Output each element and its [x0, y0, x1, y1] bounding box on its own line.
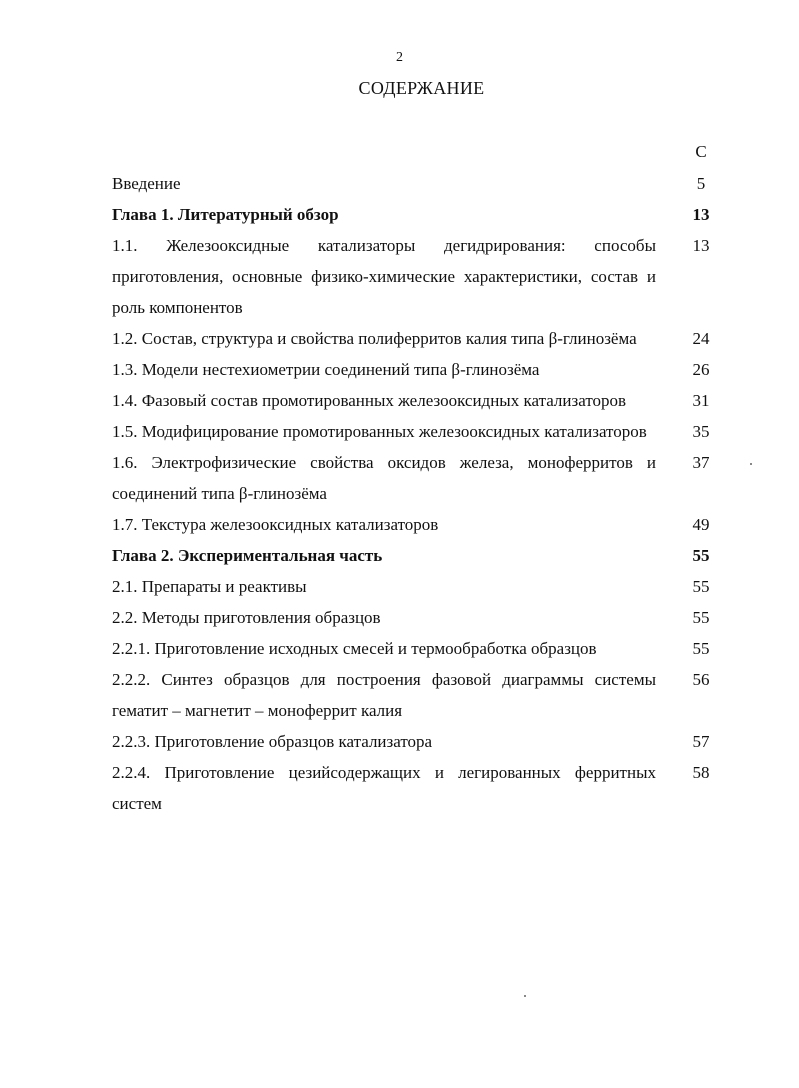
- toc-entry-1-3: [112, 354, 742, 385]
- toc-entry-page: 55: [692, 577, 710, 596]
- toc-entry-page: 57: [692, 732, 710, 751]
- toc-entry-label: 2.2.4. Приготовление цезийсодержащих и легированных ферритных систем: [112, 763, 656, 813]
- table-of-contents: [112, 168, 742, 819]
- toc-entry-page: 55: [692, 608, 710, 627]
- toc-entry-2-2-3: [112, 726, 742, 757]
- toc-entry-page: 13: [692, 205, 710, 224]
- toc-entry-1-5: [112, 416, 742, 447]
- toc-entry-label: 2.2.2. Синтез образцов для построения фазовой диаграммы системы гематит – магнетит – моноферрит калия: [112, 670, 656, 720]
- scan-speck: [524, 995, 526, 997]
- toc-entry-1-2: [112, 323, 742, 354]
- toc-entry-page: 55: [692, 639, 710, 658]
- toc-entry-label: 1.3. Модели нестехиометрии соединений типа β-глинозёма: [112, 360, 540, 379]
- scan-speck: [750, 463, 752, 465]
- page-column-header: С: [695, 142, 707, 161]
- toc-entry-2-2-2: [112, 664, 742, 726]
- toc-entry-introduction: [112, 168, 742, 199]
- toc-entry-page: 24: [692, 329, 710, 348]
- toc-entry-label: Глава 1. Литературный обзор: [112, 205, 339, 224]
- toc-entry-page: 49: [692, 515, 710, 534]
- toc-entry-label: 1.2. Состав, структура и свойства полиферритов калия типа β-глинозёма: [112, 329, 637, 348]
- toc-entry-label: 1.4. Фазовый состав промотированных железооксидных катализаторов: [112, 391, 627, 410]
- toc-entry-page: 31: [692, 391, 710, 410]
- toc-entry-page: 5: [696, 174, 706, 193]
- toc-entry-1-7: [112, 509, 742, 540]
- toc-entry-chapter-1: [112, 199, 742, 230]
- toc-entry-label: 2.1. Препараты и реактивы: [112, 577, 307, 596]
- toc-entry-page: 58: [692, 763, 710, 782]
- toc-entry-1-1: [112, 230, 742, 323]
- toc-entry-2-2-1: [112, 633, 742, 664]
- toc-entry-page: 37: [692, 453, 710, 472]
- toc-entry-2-1: [112, 571, 742, 602]
- toc-entry-page: 35: [692, 422, 710, 441]
- toc-entry-page: 56: [692, 670, 710, 689]
- toc-entry-2-2: [112, 602, 742, 633]
- toc-entry-label: Введение: [112, 174, 181, 193]
- toc-entry-page: 13: [692, 236, 710, 255]
- toc-entry-label: 1.7. Текстура железооксидных катализаторов: [112, 515, 439, 534]
- toc-entry-page: 26: [692, 360, 710, 379]
- toc-entry-2-2-4: [112, 757, 742, 819]
- toc-entry-chapter-2: [112, 540, 742, 571]
- toc-entry-label: Глава 2. Экспериментальная часть: [112, 546, 383, 565]
- toc-entry-label: 1.5. Модифицирование промотированных железооксидных катализаторов: [112, 422, 647, 441]
- toc-entry-label: 2.2.3. Приготовление образцов катализатора: [112, 732, 433, 751]
- page-title: СОДЕРЖАНИЕ: [358, 78, 485, 98]
- toc-entry-label: 2.2. Методы приготовления образцов: [112, 608, 381, 627]
- toc-entry-label: 1.6. Электрофизические свойства оксидов железа, моноферритов и соединений типа β-глинозёма: [112, 453, 656, 503]
- toc-entry-page: 55: [692, 546, 710, 565]
- toc-entry-1-6: [112, 447, 742, 509]
- page-number: 2: [396, 50, 403, 65]
- toc-entry-label: 1.1. Железооксидные катализаторы дегидрирования: способы приготовления, основные физико-химические характеристики, состав и роль компонентов: [112, 236, 656, 317]
- toc-entry-label: 2.2.1. Приготовление исходных смесей и термообработка образцов: [112, 639, 597, 658]
- toc-entry-1-4: [112, 385, 742, 416]
